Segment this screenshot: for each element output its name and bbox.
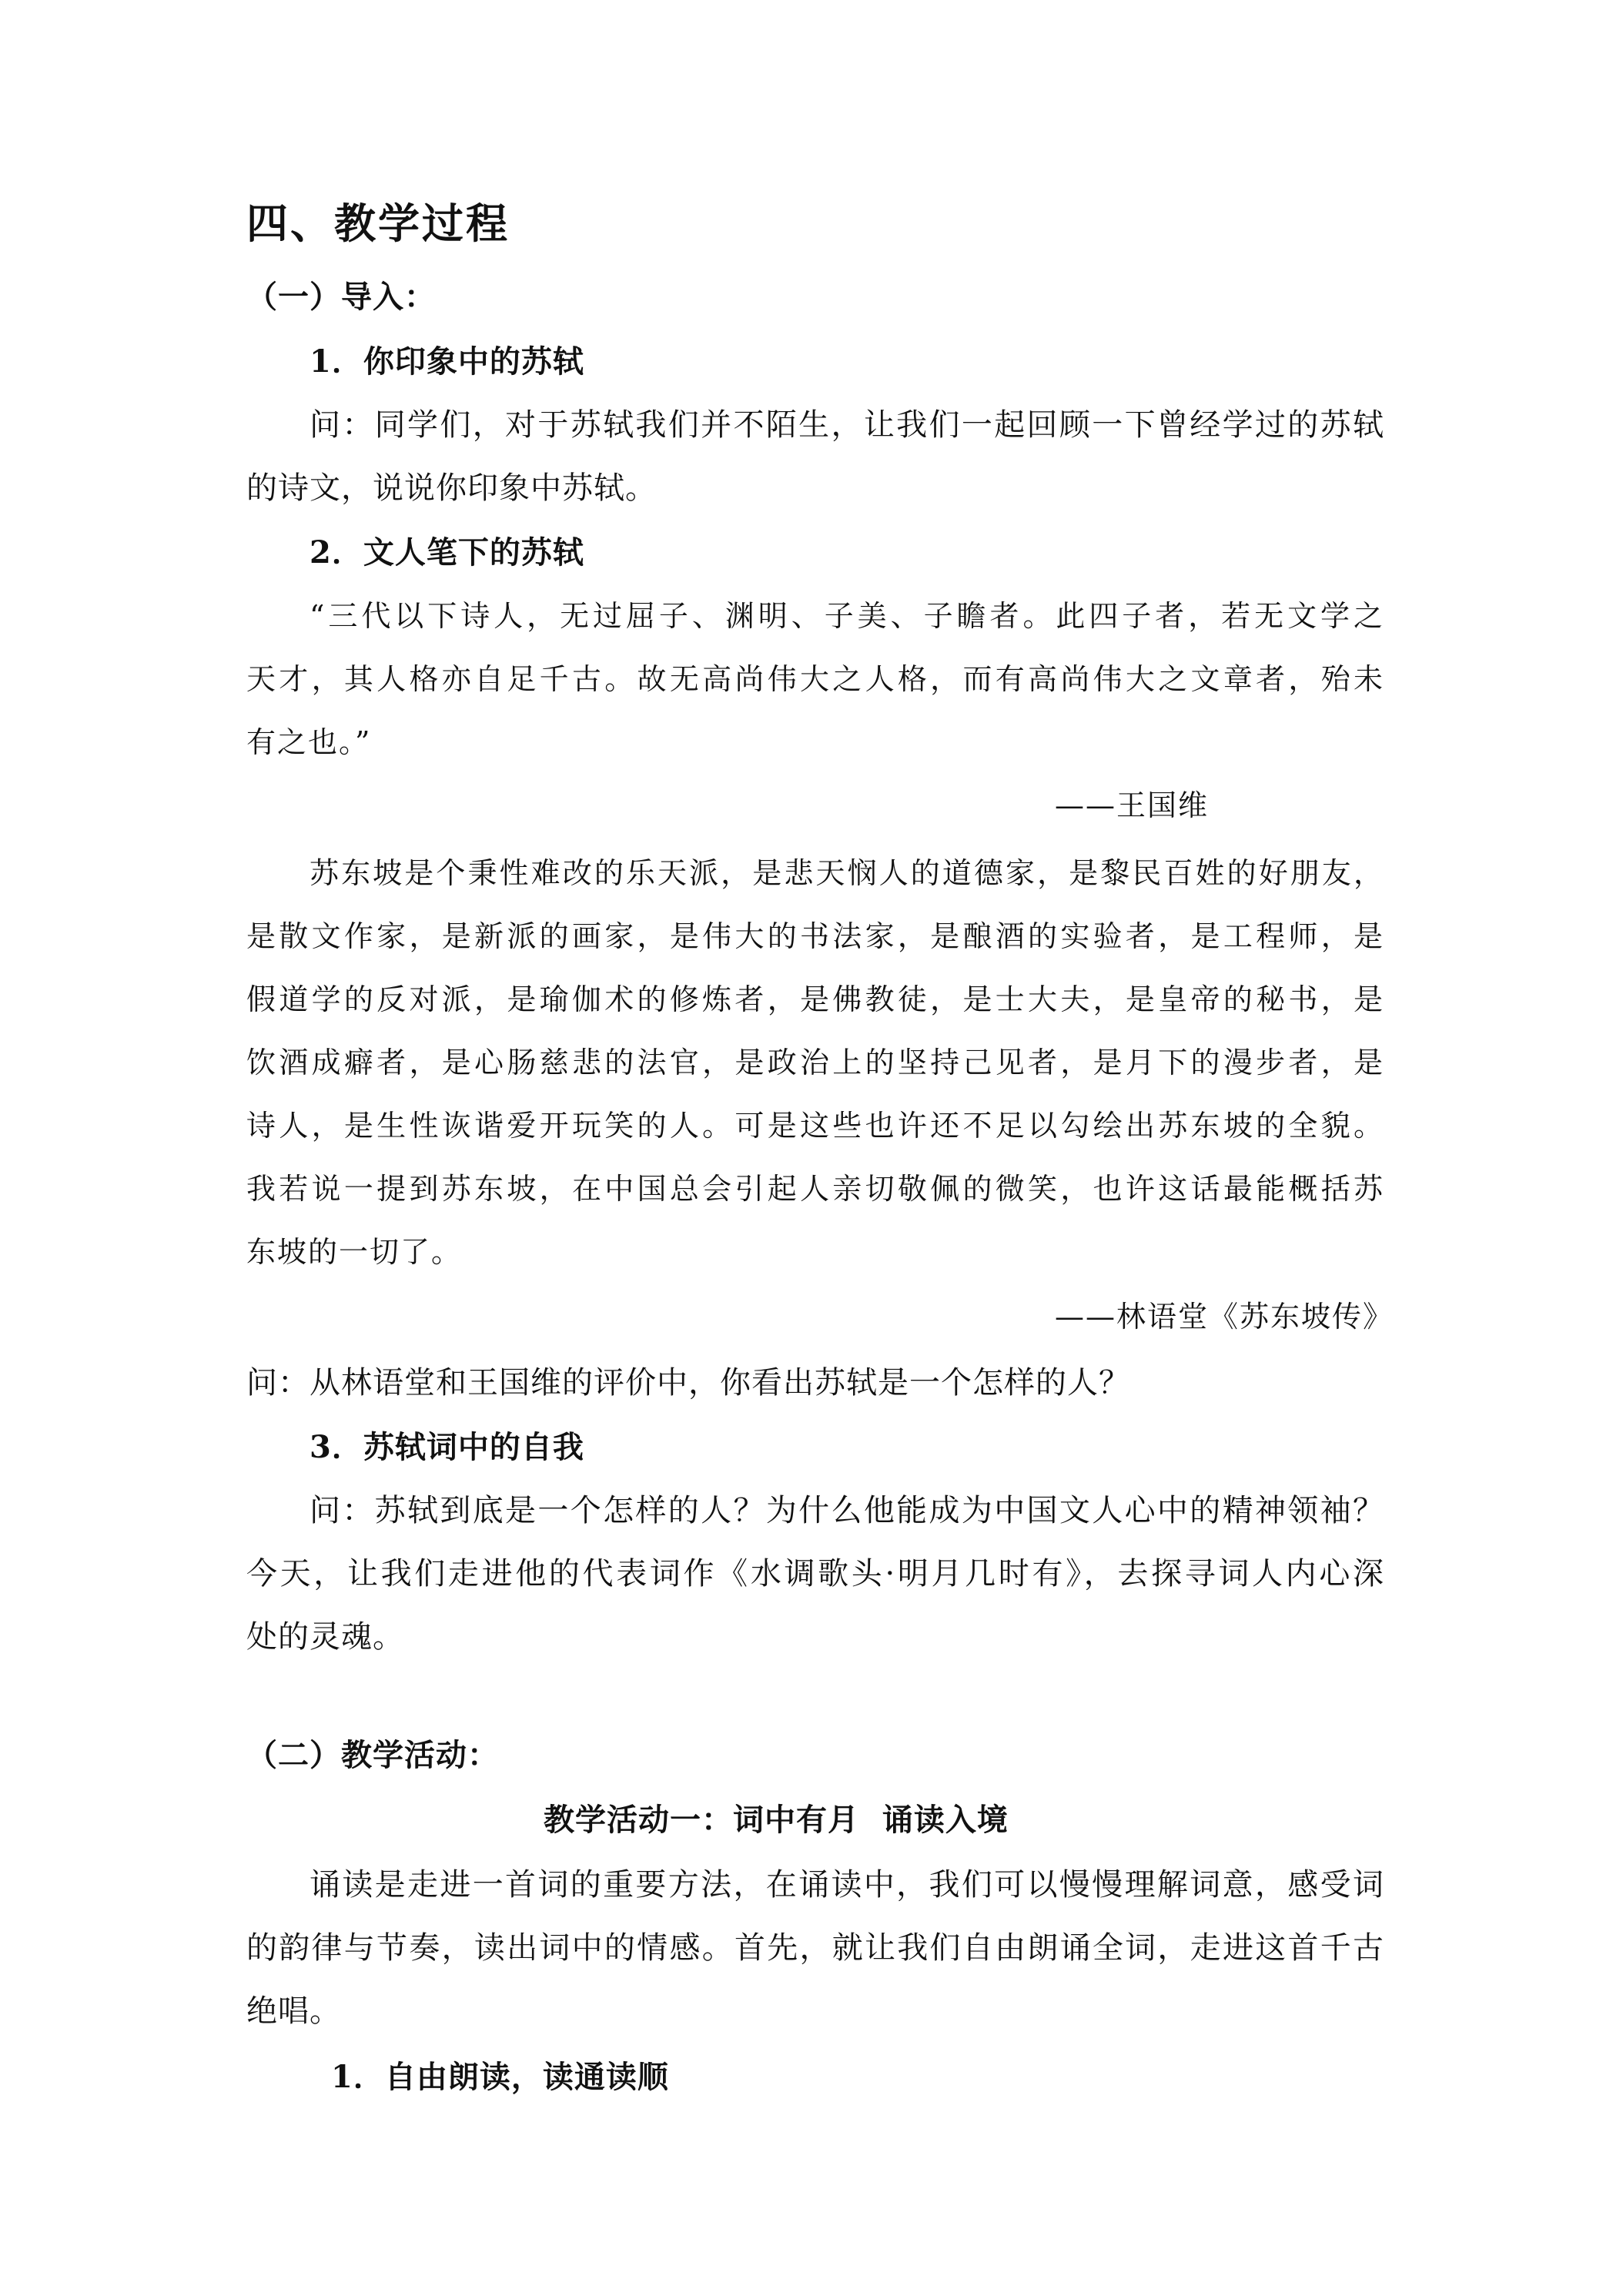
quote-line: 饮酒成癖者，是心肠慈悲的法官，是政治上的坚持己见者，是月下的漫步者，是 bbox=[246, 1046, 1384, 1079]
quote-attribution: ——王国维 bbox=[1055, 788, 1210, 822]
quote-line: 有之也。” bbox=[246, 725, 372, 759]
paragraph-line: 诵读是走进一首词的重要方法，在诵读中，我们可以慢慢理解词意，感受词 bbox=[310, 1867, 1384, 1903]
section-heading: 四、教学过程 bbox=[246, 199, 510, 248]
paragraph-line: 绝唱。 bbox=[246, 1993, 341, 2029]
quote-line: 我若说一提到苏东坡，在中国总会引起人亲切敬佩的微笑，也许这话最能概括苏 bbox=[246, 1172, 1384, 1206]
paragraph-line: 问：同学们，对于苏轼我们并不陌生，让我们一起回顾一下曾经学过的苏轼 bbox=[310, 407, 1384, 443]
paragraph-line: 的诗文，说说你印象中苏轼。 bbox=[246, 470, 657, 506]
paragraph-line: 的韵律与节奏，读出词中的情感。首先，就让我们自由朗诵全词，走进这首千古 bbox=[246, 1930, 1384, 1966]
item-title-1: 1．你印象中的苏轼 bbox=[310, 343, 584, 380]
item-title-3: 3．苏轼词中的自我 bbox=[310, 1429, 584, 1465]
paragraph-line: 处的灵魂。 bbox=[246, 1619, 404, 1655]
quote-attribution: ——林语堂《苏东坡传》 bbox=[1055, 1300, 1394, 1334]
activity-title: 教学活动一：词中有月 诵读入境 bbox=[544, 1802, 1009, 1838]
question-line: 问：从林语堂和王国维的评价中，你看出苏轼是一个怎样的人？ bbox=[246, 1365, 1130, 1401]
item-title-2: 2．文人笔下的苏轼 bbox=[310, 534, 584, 571]
subsection-title-intro: （一）导入： bbox=[246, 279, 436, 315]
subsection-title-activities: （二）教学活动： bbox=[246, 1737, 499, 1773]
quote-line: 天才，其人格亦自足千古。故无高尚伟大之人格，而有高尚伟大之文章者，殆未 bbox=[246, 662, 1384, 696]
quote-line: 诗人，是生性诙谐爱开玩笑的人。可是这些也许还不足以勾绘出苏东坡的全貌。 bbox=[246, 1109, 1384, 1143]
quote-line: 是散文作家，是新派的画家，是伟大的书法家，是酿酒的实验者，是工程师，是 bbox=[246, 919, 1384, 953]
quote-line: 苏东坡是个秉性难改的乐天派，是悲天悯人的道德家，是黎民百姓的好朋友， bbox=[310, 856, 1384, 890]
step-title-1: 1．自由朗读，读通读顺 bbox=[331, 2059, 669, 2095]
paragraph-line: 问：苏轼到底是一个怎样的人？为什么他能成为中国文人心中的精神领袖？ bbox=[310, 1493, 1384, 1528]
paragraph-line: 今天，让我们走进他的代表词作《水调歌头·明月几时有》，去探寻词人内心深 bbox=[246, 1556, 1384, 1591]
quote-line: 东坡的一切了。 bbox=[246, 1235, 463, 1269]
quote-line: 假道学的反对派，是瑜伽术的修炼者，是佛教徒，是士大夫，是皇帝的秘书，是 bbox=[246, 982, 1384, 1016]
quote-line: “三代以下诗人，无过屈子、渊明、子美、子瞻者。此四子者，若无文学之 bbox=[310, 599, 1384, 633]
